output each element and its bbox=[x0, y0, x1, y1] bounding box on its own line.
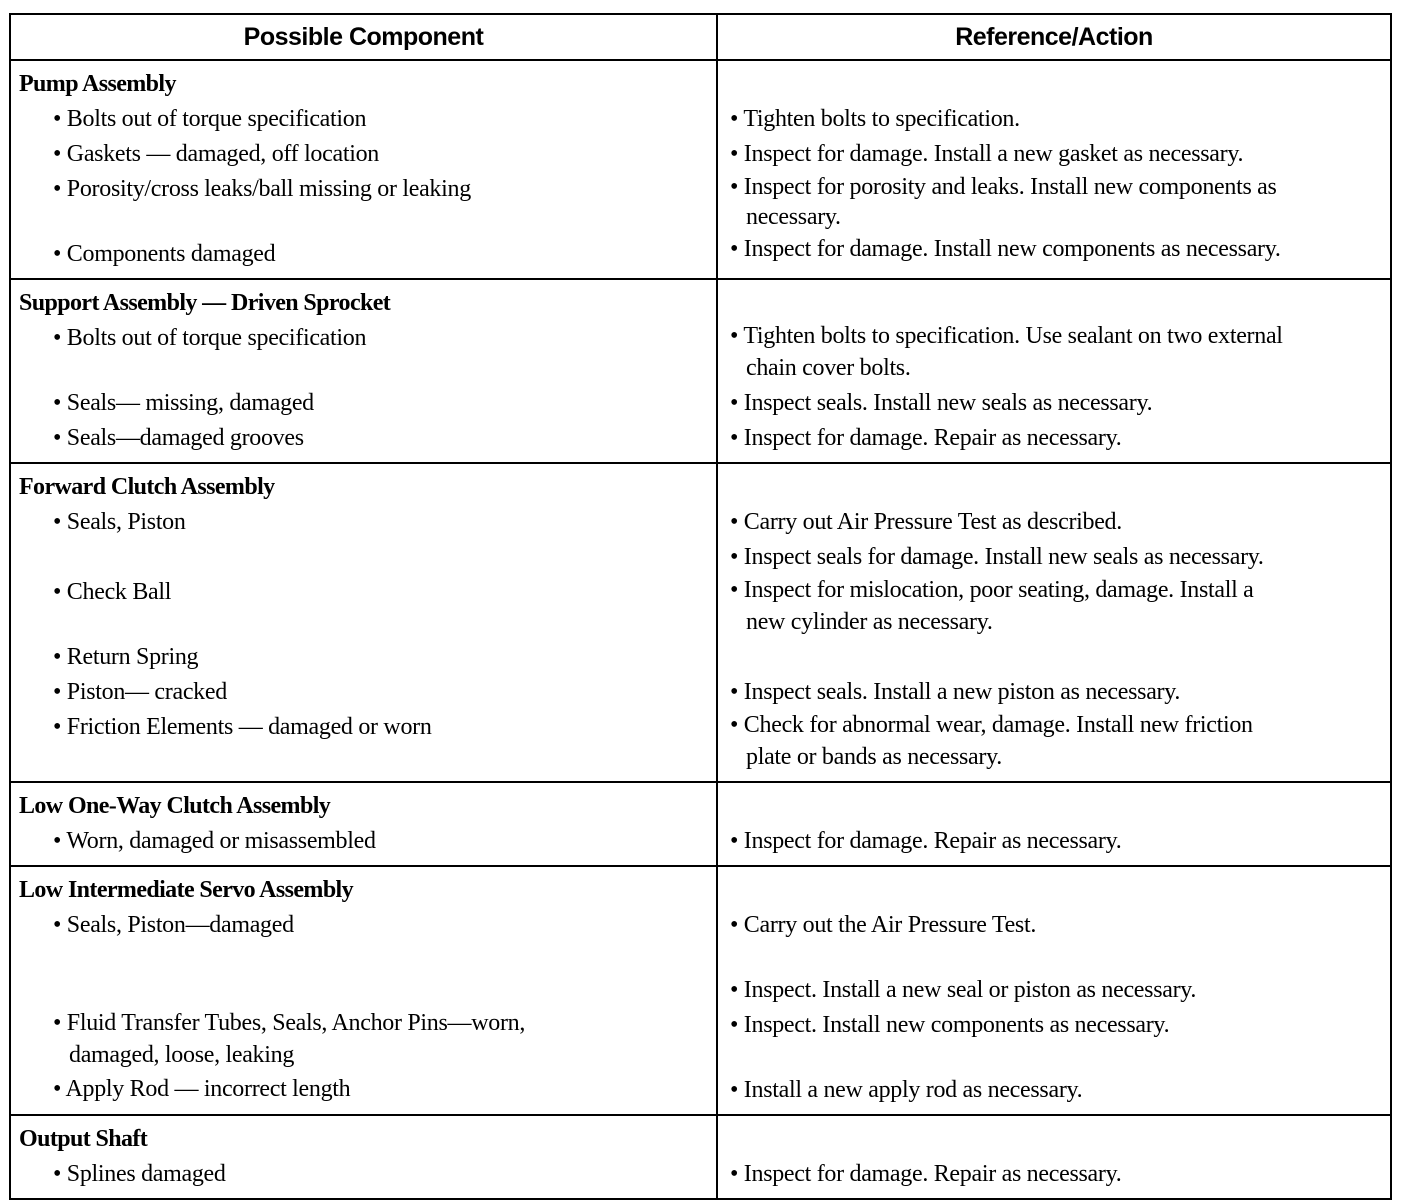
component-item: • Friction Elements — damaged or worn bbox=[53, 714, 432, 740]
action-item: necessary. bbox=[746, 204, 841, 230]
section-low-intermediate-servo-assembly bbox=[11, 867, 1390, 1116]
component-item: • Worn, damaged or misassembled bbox=[53, 828, 376, 854]
header-possible-component: Possible Component bbox=[11, 15, 718, 59]
action-item: • Inspect seals. Install a new piston as necessary. bbox=[730, 679, 1181, 705]
section-forward-clutch-assembly bbox=[11, 464, 1390, 783]
action-item: chain cover bolts. bbox=[746, 355, 911, 381]
section-support-assembly bbox=[11, 280, 1390, 464]
action-item: • Inspect for mislocation, poor seating, damage. Install a bbox=[730, 577, 1254, 603]
action-item: • Inspect for damage. Repair as necessary. bbox=[730, 425, 1122, 451]
component-item: • Check Ball bbox=[53, 579, 172, 605]
action-item: • Inspect for porosity and leaks. Install new components as bbox=[730, 174, 1277, 200]
section-output-shaft bbox=[11, 1116, 1390, 1198]
section-pump-assembly bbox=[11, 61, 1390, 280]
action-item: • Tighten bolts to specification. Use sealant on two external bbox=[730, 323, 1283, 349]
section-title: Low One-Way Clutch Assembly bbox=[19, 793, 331, 819]
component-item: damaged, loose, leaking bbox=[69, 1042, 295, 1068]
action-item: plate or bands as necessary. bbox=[746, 744, 1002, 770]
component-item: • Fluid Transfer Tubes, Seals, Anchor Pins—worn, bbox=[53, 1010, 526, 1036]
action-item: • Check for abnormal wear, damage. Install new friction bbox=[730, 712, 1253, 738]
action-item: • Inspect seals for damage. Install new seals as necessary. bbox=[730, 544, 1264, 570]
action-item: • Inspect for damage. Repair as necessary. bbox=[730, 828, 1122, 854]
action-item: • Install a new apply rod as necessary. bbox=[730, 1077, 1083, 1103]
section-title: Pump Assembly bbox=[19, 71, 176, 97]
section-title: Low Intermediate Servo Assembly bbox=[19, 877, 354, 903]
action-item: • Inspect seals. Install new seals as necessary. bbox=[730, 390, 1153, 416]
component-item: • Gaskets — damaged, off location bbox=[53, 141, 379, 167]
action-item: new cylinder as necessary. bbox=[746, 609, 993, 635]
component-item: • Return Spring bbox=[53, 644, 199, 670]
action-item: • Inspect for damage. Repair as necessary. bbox=[730, 1161, 1122, 1187]
diagnosis-table bbox=[9, 13, 1392, 1200]
action-item: • Carry out Air Pressure Test as described. bbox=[730, 509, 1122, 535]
component-item: • Splines damaged bbox=[53, 1161, 226, 1187]
component-item: • Piston— cracked bbox=[53, 679, 227, 705]
section-low-one-way-clutch-assembly bbox=[11, 783, 1390, 867]
action-item: • Inspect for damage. Install a new gasket as necessary. bbox=[730, 141, 1244, 167]
action-item: • Inspect. Install new components as necessary. bbox=[730, 1012, 1170, 1038]
section-title: Support Assembly — Driven Sprocket bbox=[19, 290, 391, 316]
component-item: • Bolts out of torque specification bbox=[53, 106, 367, 132]
component-item: • Seals, Piston—damaged bbox=[53, 912, 294, 938]
action-item: • Inspect. Install a new seal or piston as necessary. bbox=[730, 977, 1197, 1003]
component-item: • Seals— missing, damaged bbox=[53, 390, 314, 416]
section-title: Output Shaft bbox=[19, 1126, 148, 1152]
section-title: Forward Clutch Assembly bbox=[19, 474, 275, 500]
component-item: • Components damaged bbox=[53, 241, 276, 267]
action-item: • Tighten bolts to specification. bbox=[730, 106, 1020, 132]
action-item: • Inspect for damage. Install new components as necessary. bbox=[730, 236, 1281, 262]
table-header bbox=[11, 15, 1390, 61]
component-item: • Seals, Piston bbox=[53, 509, 186, 535]
header-reference-action: Reference/Action bbox=[955, 22, 1153, 51]
component-item: • Seals—damaged grooves bbox=[53, 425, 304, 451]
component-item: • Porosity/cross leaks/ball missing or leaking bbox=[53, 176, 471, 202]
component-item: • Apply Rod — incorrect length bbox=[53, 1076, 351, 1102]
action-item: • Carry out the Air Pressure Test. bbox=[730, 912, 1037, 938]
component-item: • Bolts out of torque specification bbox=[53, 325, 367, 351]
